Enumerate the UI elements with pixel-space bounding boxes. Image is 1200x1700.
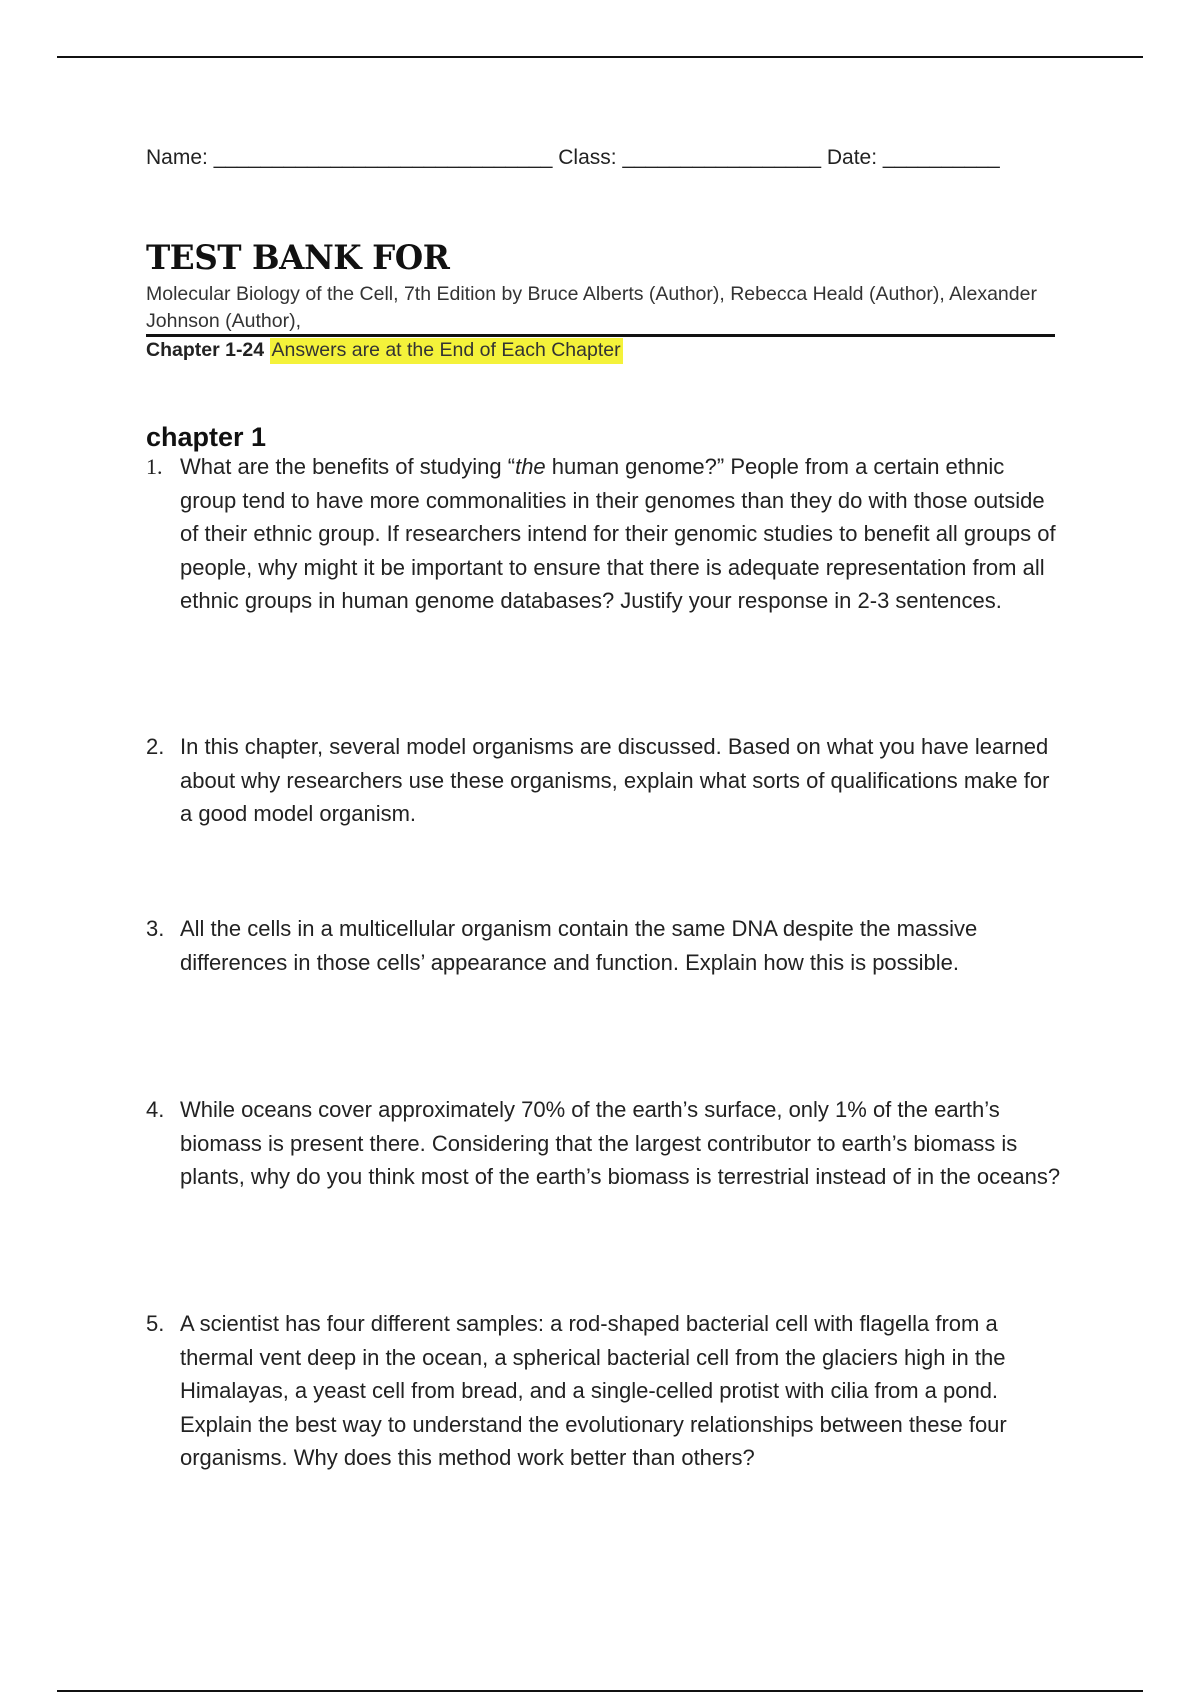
date-blank: __________ bbox=[882, 146, 1000, 169]
question-item bbox=[146, 450, 1066, 618]
question-text: All the cells in a multicellular organism contain the same DNA despite the massive differences in those cells’ appearance and function. Explain how this is possible. bbox=[180, 916, 978, 975]
question-number: 2. bbox=[146, 734, 165, 759]
question-text: While oceans cover approximately 70% of the earth’s surface, only 1% of the earth’s biomass is present there. Considering that the largest contributor to earth’s biomass is plants, why do you think most of the earth’s biomass is terrestrial instead of in the oceans? bbox=[180, 1097, 1061, 1189]
question-text: A scientist has four different samples: a rod-shaped bacterial cell with flagella from a thermal vent deep in the ocean, a spherical bacterial cell from the glaciers high in the Himalayas, a yeast cell from bread, and a single-celled protist with cilia from a pond. Explain the best way to understand the evolutionary relationships between these four organisms. Why does this method work better than others? bbox=[180, 1311, 1007, 1470]
question-text bbox=[180, 450, 1066, 618]
answers-note-highlight: Answers are at the End of Each Chapter bbox=[270, 338, 623, 364]
chapter-range bbox=[146, 337, 623, 363]
student-info-fields bbox=[146, 146, 1000, 170]
question-item bbox=[146, 1093, 1066, 1194]
question-number: 3. bbox=[146, 916, 165, 941]
question-item bbox=[146, 1307, 1066, 1475]
question-text-emphasis: the bbox=[515, 454, 546, 479]
question-number: 5. bbox=[146, 1311, 165, 1336]
top-rule bbox=[57, 56, 1143, 58]
date-label: Date: bbox=[826, 146, 878, 169]
question-text: In this chapter, several model organisms are discussed. Based on what you have learned about why researchers use these organisms, explain what sorts of qualifications make for a good model organism. bbox=[180, 734, 1050, 826]
bottom-rule bbox=[57, 1690, 1143, 1692]
chapter-range-label: Chapter 1-24 bbox=[146, 339, 265, 361]
class-blank: _________________ bbox=[622, 146, 821, 169]
question-number: 1. bbox=[146, 454, 163, 479]
question-item bbox=[146, 912, 1066, 979]
book-citation: Molecular Biology of the Cell, 7th Edition by Bruce Alberts (Author), Rebecca Heald (Author), Alexander Johnson (Author), bbox=[146, 283, 1037, 332]
name-blank: _____________________________ bbox=[213, 146, 553, 169]
question-item bbox=[146, 730, 1066, 831]
question-text-start: What are the benefits of studying “ bbox=[180, 454, 516, 479]
class-label: Class: bbox=[558, 146, 617, 169]
name-label: Name: bbox=[146, 146, 208, 169]
question-text-end: human genome?” People from a certain ethnic group tend to have more commonalities in their genomes than they do with those outside of their ethnic group. If researchers intend for their genomic studies to benefit all groups of people, why might it be important to ensure that there is adequate representation from all ethnic groups in human genome databases? Justify your response in 2-3 sentences. bbox=[180, 454, 1056, 613]
chapter-heading: chapter 1 bbox=[146, 422, 267, 452]
question-number: 4. bbox=[146, 1097, 165, 1122]
document-title: TEST BANK FOR bbox=[146, 238, 450, 278]
